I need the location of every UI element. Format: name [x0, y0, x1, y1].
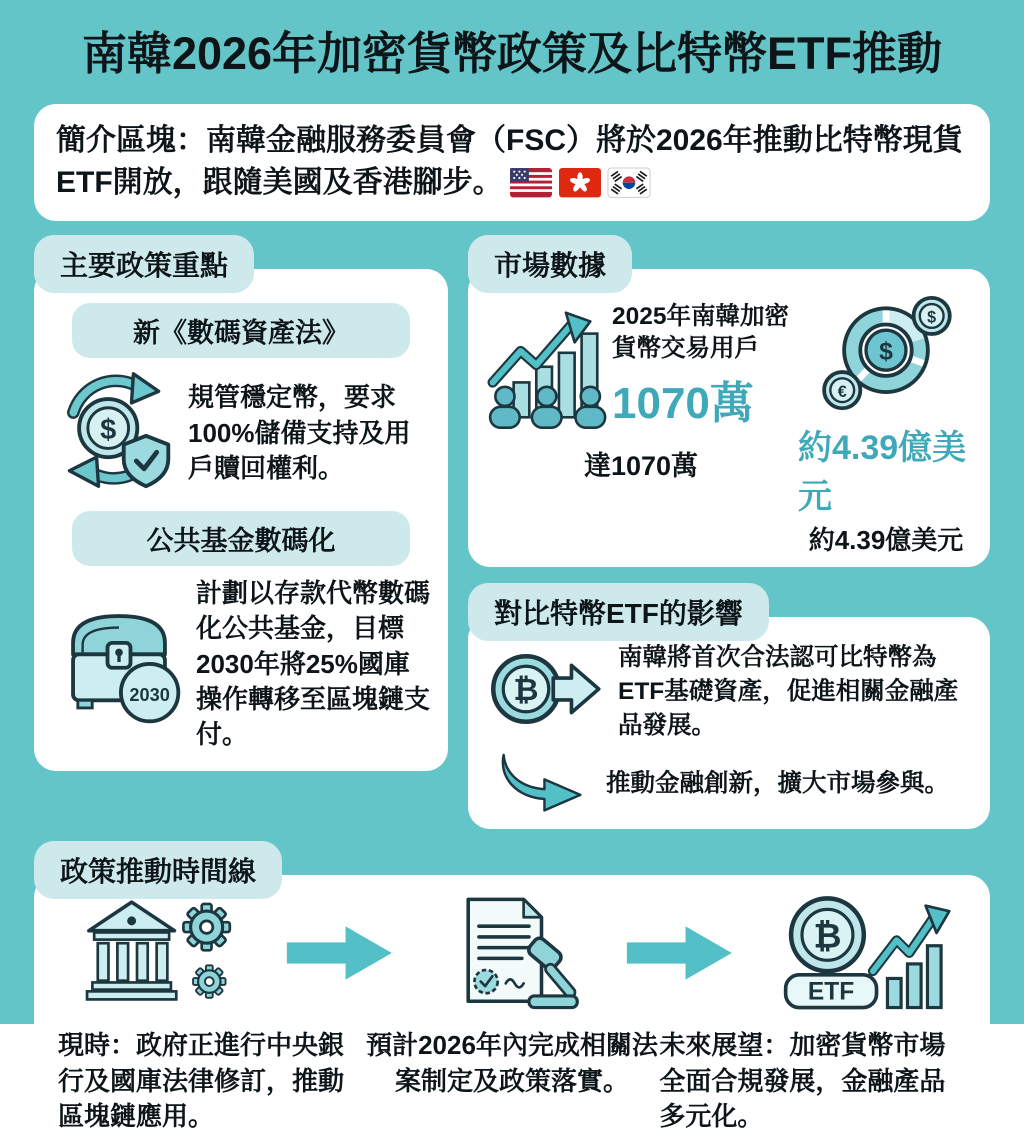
user-growth-chart-icon: [484, 295, 606, 440]
timeline-card: [34, 875, 990, 1144]
dollar-glyph: $: [879, 338, 893, 366]
arrow-right-icon: [621, 921, 743, 990]
policy-header-pill: 主要政策重點: [34, 235, 254, 293]
market-stat-usd: [798, 295, 974, 557]
etf-label: ETF: [807, 978, 855, 1006]
kr-flag-icon: [608, 167, 650, 197]
policy-card: [34, 269, 448, 771]
market-stat-value: 1070萬: [612, 378, 754, 428]
market-card: [468, 269, 990, 567]
market-header-pill: 市場數據: [468, 235, 632, 293]
bitcoin-etf-growth-icon: [764, 893, 960, 1018]
timeline-texts-row: [56, 1028, 968, 1134]
etf-impact-item-0: [486, 641, 972, 742]
bitcoin-glyph: ₿: [813, 917, 842, 956]
bank-gears-icon: [64, 895, 260, 1016]
etf-impact-section: [468, 567, 990, 829]
policy-item-public-funds: [48, 576, 434, 753]
intro-card: [34, 104, 990, 221]
treasure-chest-2030-icon: [52, 598, 186, 731]
market-value-usd: 約4.39億美元: [798, 428, 967, 516]
intro-text: 簡介區塊：南韓金融服務委員會（FSC）將於2026年推動比特幣現貨ETF開放，跟隨美國及香港腳步。: [56, 123, 963, 200]
dollar-glyph: $: [100, 413, 117, 446]
stablecoin-cycle-shield-icon: [52, 368, 178, 499]
euro-glyph: €: [837, 382, 847, 401]
timeline-header-pill: 政策推動時間線: [34, 841, 282, 899]
market-stat-label: 2025年南韓加密貨幣交易用戶: [612, 302, 790, 362]
policy-text-public-funds: 計劃以存款代幣數碼化公共基金，目標2030年將25%國庫操作轉移至區塊鏈支付。: [196, 577, 431, 750]
etf-impact-header-pill: 對比特幣ETF的影響: [468, 583, 769, 641]
timeline-section: [34, 841, 990, 1144]
market-stat-caption: 達1070萬: [583, 450, 699, 481]
timeline-text-2: 未來展望：加密貨幣市場全面合規發展，金融產品多元化。: [659, 1030, 946, 1132]
market-stat-users: [484, 295, 798, 557]
policy-subheader-digital-asset-act: 新《數碼資產法》: [72, 303, 410, 358]
law-document-gavel-icon: [424, 894, 600, 1017]
timeline-icons-row: [56, 893, 968, 1018]
arrow-right-icon: [281, 921, 403, 990]
etf-impact-item-1: [486, 750, 972, 817]
market-stats-row: [484, 295, 974, 557]
etf-impact-card: [468, 617, 990, 829]
policy-section: [34, 235, 448, 771]
market-section: [468, 235, 990, 567]
swoosh-arrow-icon: [486, 750, 594, 817]
bitcoin-arrow-icon: [486, 647, 606, 736]
badge-2030: 2030: [129, 685, 170, 706]
main-columns: [34, 235, 990, 829]
us-flag-icon: [510, 167, 552, 197]
dollar-glyph: $: [927, 308, 937, 327]
policy-text-stablecoin: 規管穩定幣，要求100%儲備支持及用戶贖回權利。: [188, 382, 411, 484]
market-caption-usd: 約4.39億美元: [808, 524, 964, 555]
policy-subheader-public-funds: 公共基金數碼化: [72, 511, 410, 566]
page-title: 南韓2026年加密貨幣政策及比特幣ETF推動: [81, 28, 943, 79]
etf-impact-text-0: 南韓將首次合法認可比特幣為ETF基礎資產，促進相關金融產品發展。: [618, 643, 959, 739]
timeline-text-0: 現時：政府正進行中央銀行及國庫法律修訂，推動區塊鏈應用。: [58, 1030, 345, 1132]
currency-donut-icon: [817, 295, 955, 418]
right-column: [468, 235, 990, 829]
timeline-text-1: 預計2026年內完成相關法案制定及政策落實。: [366, 1030, 658, 1096]
policy-item-stablecoin: [48, 368, 434, 499]
etf-impact-text-1: 推動金融創新，擴大市場參與。: [606, 769, 949, 797]
hk-flag-icon: [559, 167, 601, 197]
bitcoin-glyph: ₿: [513, 672, 539, 708]
